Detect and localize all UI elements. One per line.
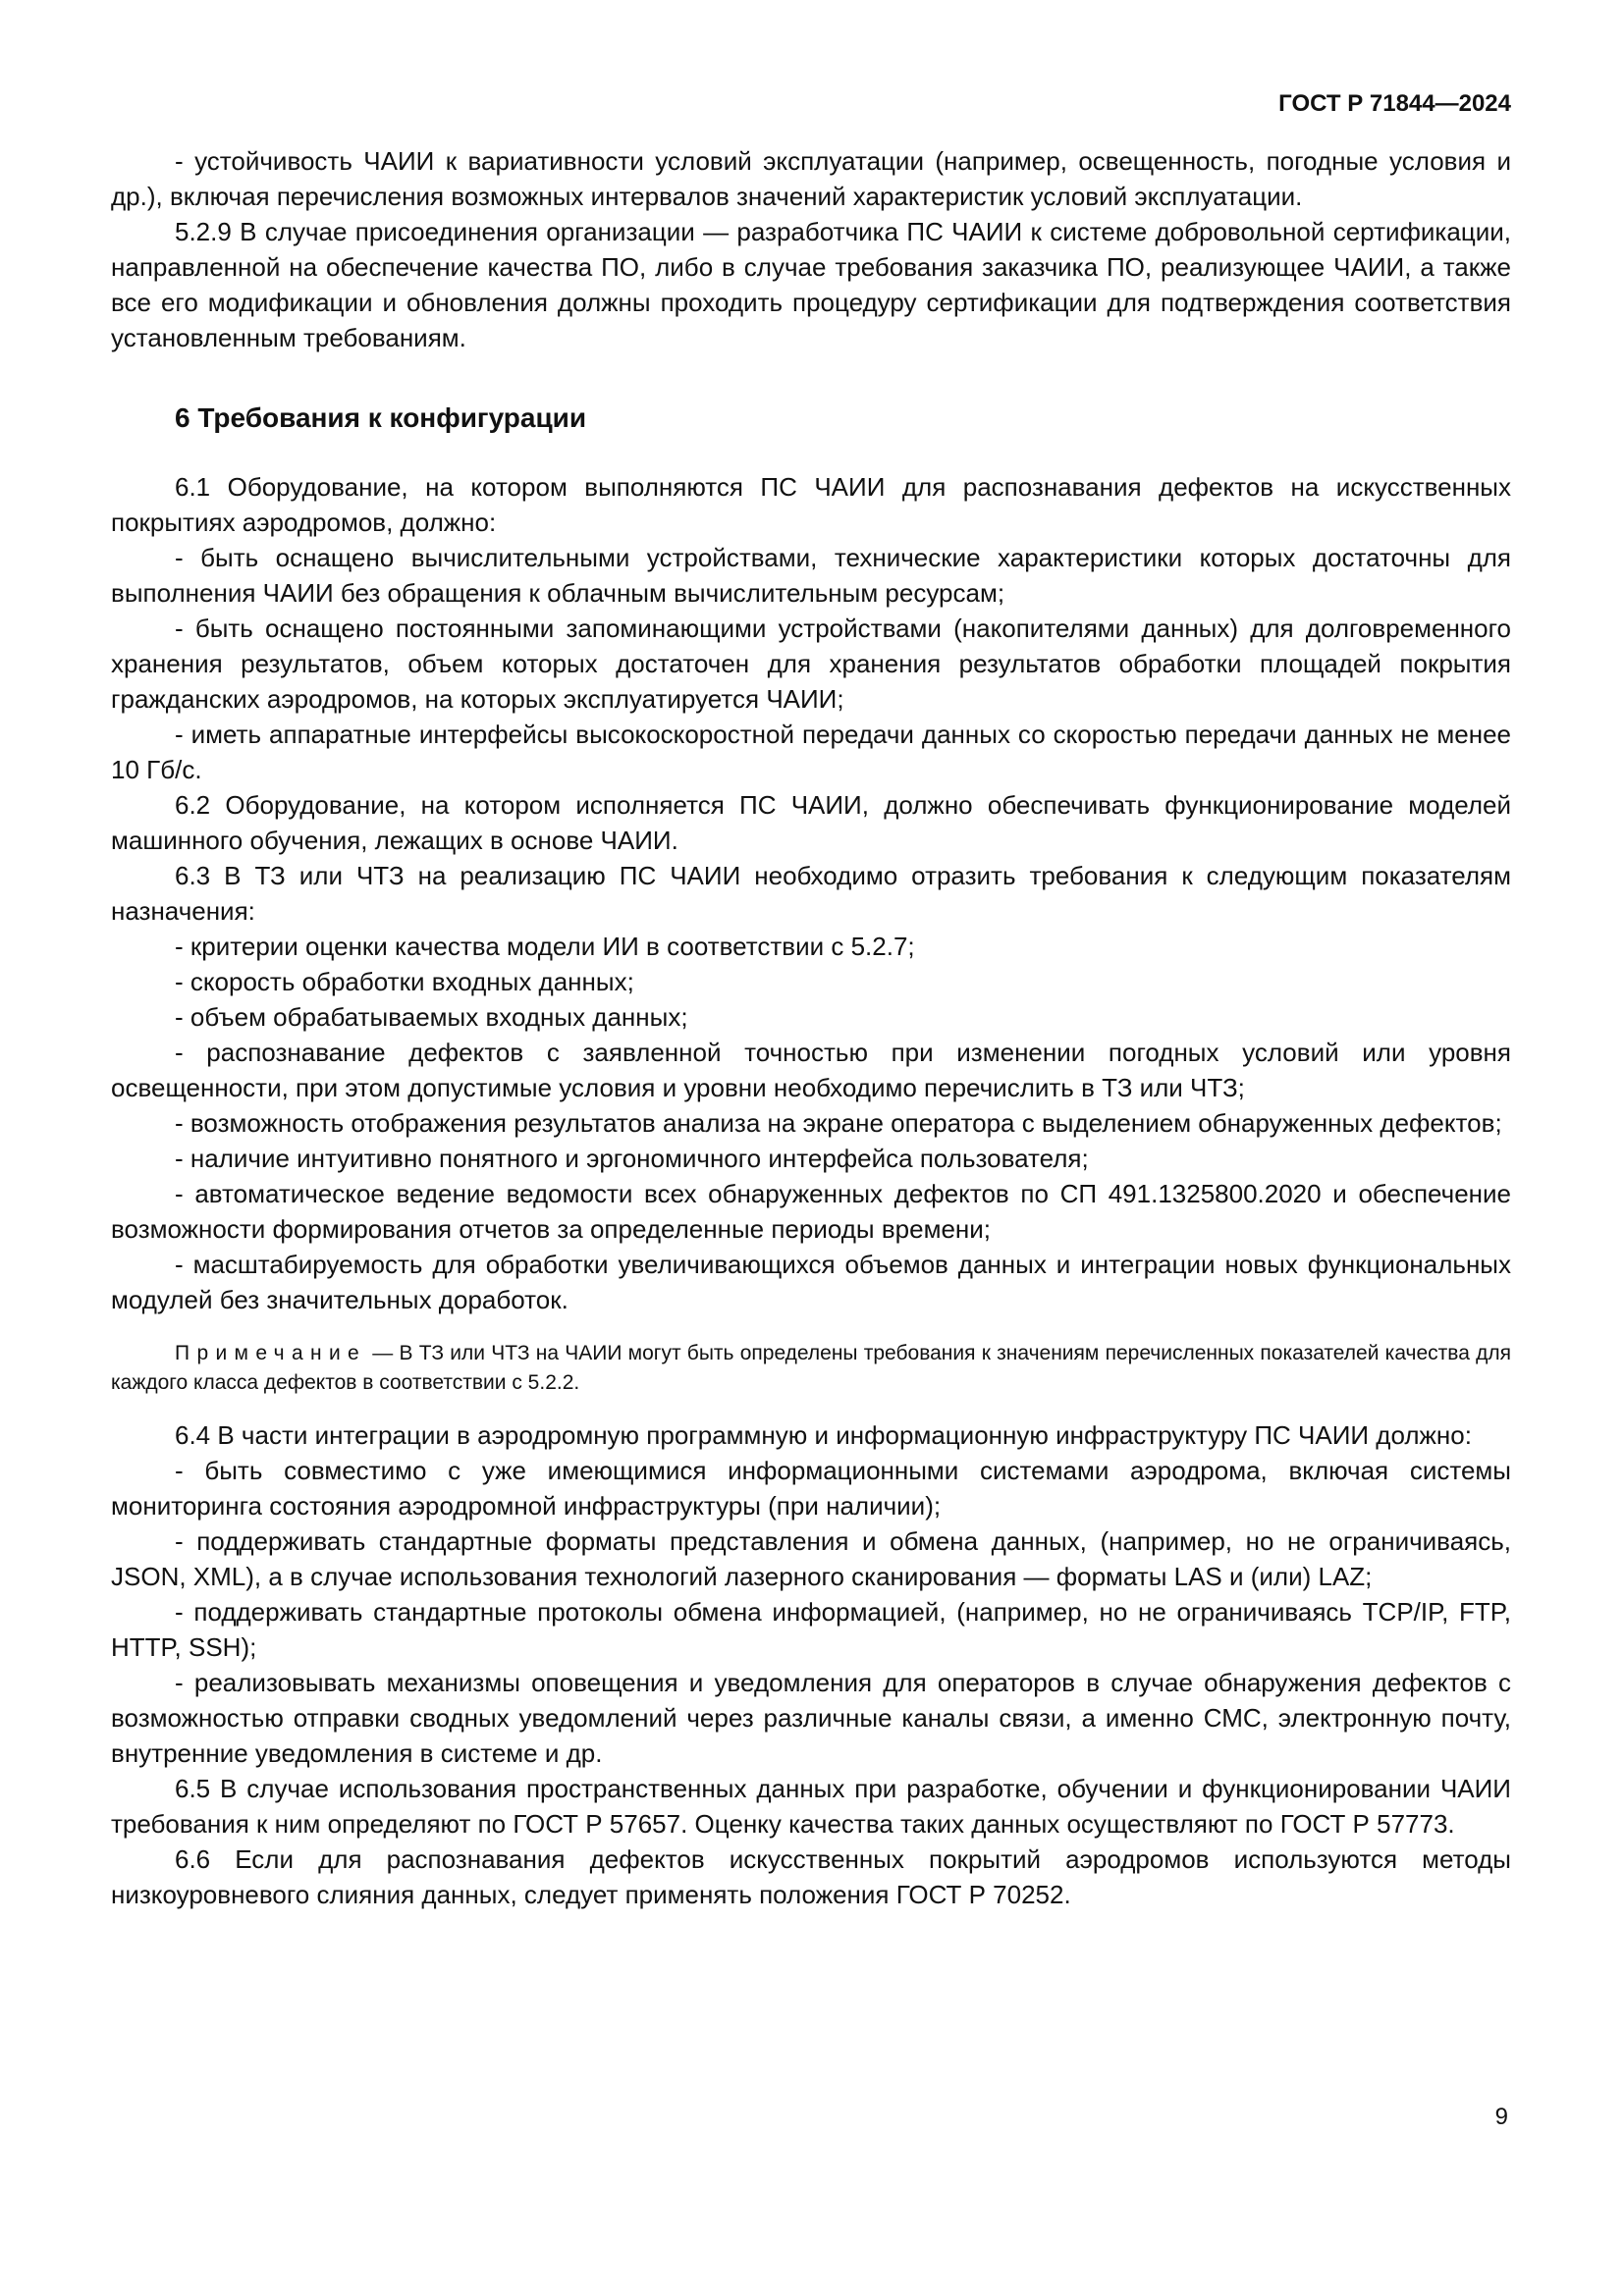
list-item: - быть оснащено постоянными запоминающими устройствами (накопителями данных) для долговременного хранения результатов, объем которых достаточен для хранения результатов обработки площадей покрытия гражданских аэродромов, на которых эксплуатируется ЧАИИ; [111,614,1511,714]
list-item: - критерии оценки качества модели ИИ в соответствии с 5.2.7; [175,932,915,961]
list-item: - реализовывать механизмы оповещения и уведомления для операторов в случае обнаружения дефектов с возможностью отправки сводных уведомлений через различные каналы связи, а именно СМС, электронную почту, внутренние уведомления в системе и др. [111,1668,1511,1768]
paragraph: 6.6 Если для распознавания дефектов искусственных покрытий аэродромов используются методы низкоуровневого слияния данных, следует применять положения ГОСТ Р 70252. [111,1844,1511,1909]
paragraph: 6.4 В части интеграции в аэродромную программную и информационную инфраструктуру ПС ЧАИИ должно: [175,1420,1472,1450]
list-item: - быть совместимо с уже имеющимися информационными системами аэродрома, включая системы мониторинга состояния аэродромной инфраструктуры (при наличии); [111,1456,1511,1521]
list-item: - распознавание дефектов с заявленной точностью при изменении погодных условий или уровня освещенности, при этом допустимые условия и уровни необходимо перечислить в ТЗ или ЧТЗ; [111,1038,1511,1102]
list-item: - поддерживать стандартные протоколы обмена информацией, (например, но не ограничиваясь TCP/IP, FTP, HTTP, SSH); [111,1597,1511,1662]
list-item: - наличие интуитивно понятного и эргономичного интерфейса пользователя; [175,1144,1089,1173]
note-label: Примечание [175,1342,367,1364]
note-text: — В ТЗ или ЧТЗ на ЧАИИ могут быть определены требования к значениям перечисленных показателей качества для каждого класса дефектов в соответствии с 5.2.2. [111,1342,1511,1394]
list-item: - объем обрабатываемых входных данных; [175,1002,688,1032]
paragraph: 6.2 Оборудование, на котором исполняется ПС ЧАИИ, должно обеспечивать функционирование моделей машинного обучения, лежащих в основе ЧАИИ. [111,790,1511,855]
list-item: - масштабируемость для обработки увеличивающихся объемов данных и интеграции новых функциональных модулей без значительных доработок. [111,1250,1511,1314]
section-heading: 6 Требования к конфигурации [175,402,587,433]
list-item: - возможность отображения результатов анализа на экране оператора с выделением обнаруженных дефектов; [175,1108,1502,1138]
list-item: - устойчивость ЧАИИ к вариативности условий эксплуатации (например, освещенность, погодные условия и др.), включая перечисления возможных интервалов значений характеристик условий эксплуатации. [111,146,1511,211]
paragraph: 6.3 В ТЗ или ЧТЗ на реализацию ПС ЧАИИ необходимо отразить требования к следующим показателям назначения: [111,861,1511,926]
note [111,1339,1511,1398]
list-item: - скорость обработки входных данных; [175,967,634,996]
document-body [111,143,1511,1912]
list-item: - быть оснащено вычислительными устройствами, технические характеристики которых достаточны для выполнения ЧАИИ без обращения к облачным вычислительным ресурсам; [111,543,1511,608]
list-item: - поддерживать стандартные форматы представления и обмена данных, (например, но не ограничиваясь, JSON, XML), а в случае использования технологий лазерного сканирования — форматы LAS и (или) LAZ; [111,1526,1511,1591]
paragraph: 6.5 В случае использования пространственных данных при разработке, обучении и функционировании ЧАИИ требования к ним определяют по ГОСТ Р 57657. Оценку качества таких данных осуществляют по ГОСТ Р 57773. [111,1774,1511,1839]
paragraph: 6.1 Оборудование, на котором выполняются ПС ЧАИИ для распознавания дефектов на искусственных покрытиях аэродромов, должно: [111,472,1511,537]
page-number: 9 [1494,2104,1508,2130]
list-item: - автоматическое ведение ведомости всех обнаруженных дефектов по СП 491.1325800.2020 и обеспечение возможности формирования отчетов за определенные периоды времени; [111,1179,1511,1244]
list-item: - иметь аппаратные интерфейсы высокоскоростной передачи данных со скоростью передачи данных не менее 10 Гб/с. [111,720,1511,784]
doc-number: ГОСТ Р 71844—2024 [1278,90,1511,117]
paragraph: 5.2.9 В случае присоединения организации — разработчика ПС ЧАИИ к системе добровольной сертификации, направленной на обеспечение качества ПО, либо в случае требования заказчика ПО, реализующее ЧАИИ, а также все его модификации и обновления должны проходить процедуру сертификации для подтверждения соответствия установленным требованиям. [111,217,1511,352]
